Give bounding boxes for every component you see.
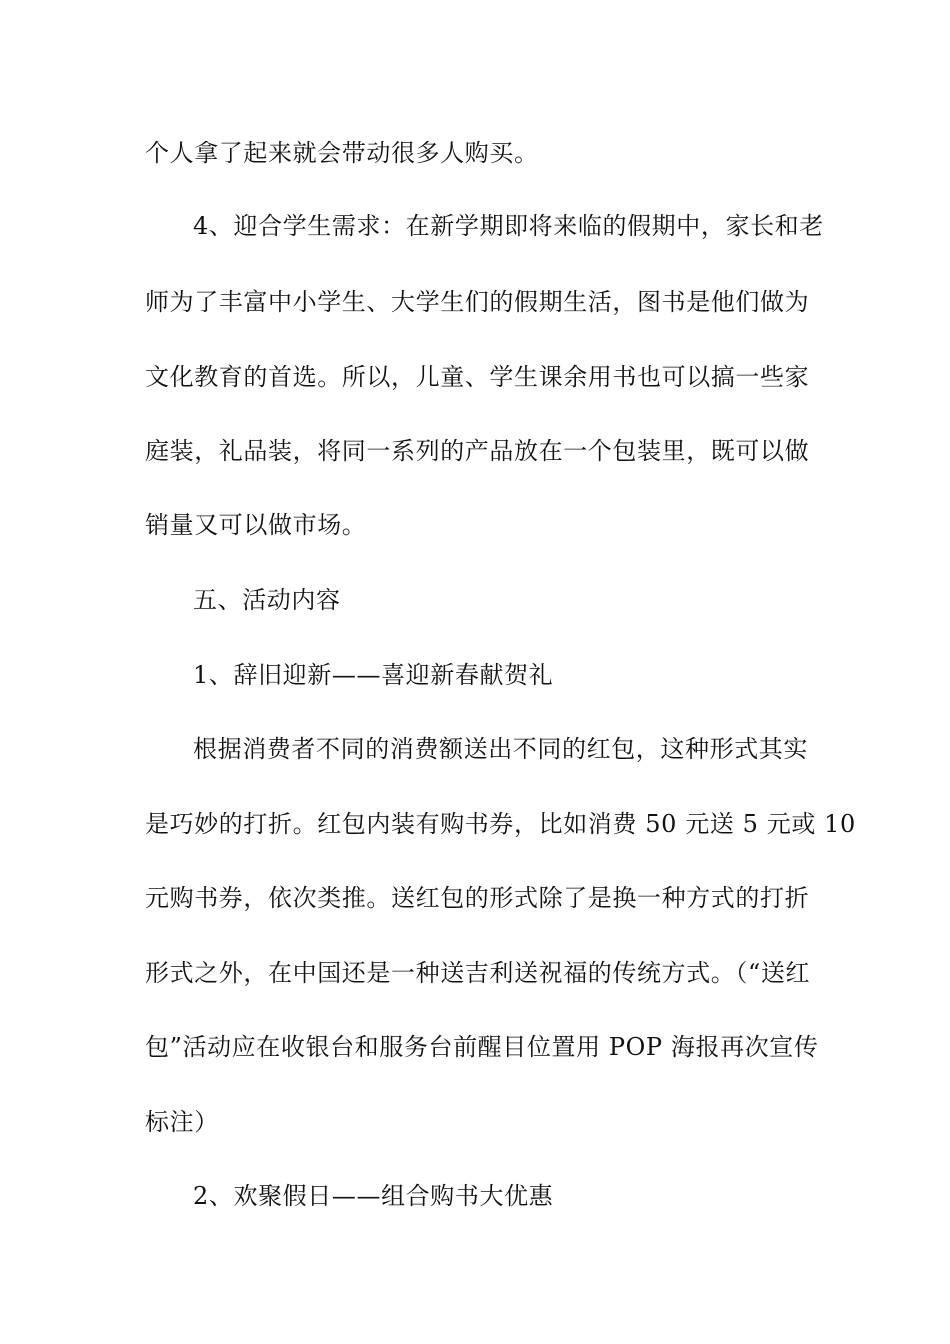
- body-text-line: 形式之外，在中国还是一种送吉利送祝福的传统方式。（“送红: [145, 959, 811, 987]
- body-text-line: 标注）: [145, 1108, 219, 1136]
- body-text-line: 师为了丰富中小学生、大学生们的假期生活，图书是他们做为: [145, 288, 810, 316]
- section-heading: 五、活动内容: [193, 586, 341, 614]
- body-text-line: 庭装，礼品装，将同一系列的产品放在一个包装里，既可以做: [145, 437, 810, 465]
- body-text-line: 元购书券，依次类推。送红包的形式除了是换一种方式的打折: [145, 884, 810, 912]
- body-text-line: 是巧妙的打折。红包内装有购书券，比如消费 50 元送 5 元或 10: [145, 810, 856, 838]
- body-text-line: 文化教育的首选。所以，儿童、学生课余用书也可以搞一些家: [145, 363, 810, 391]
- body-text-line: 个人拿了起来就会带动很多人购买。: [145, 139, 539, 167]
- paragraph-first-line: 根据消费者不同的消费额送出不同的红包，这种形式其实: [193, 735, 808, 763]
- list-item-heading: 4、迎合学生需求：在新学期即将来临的假期中，家长和老: [193, 212, 824, 240]
- subsection-heading: 1、辞旧迎新——喜迎新春献贺礼: [193, 661, 554, 689]
- subsection-heading: 2、欢聚假日——组合购书大优惠: [193, 1182, 554, 1210]
- body-text-line: 包”活动应在收银台和服务台前醒目位置用 POP 海报再次宣传: [145, 1033, 819, 1061]
- body-text-line: 销量又可以做市场。: [145, 511, 367, 539]
